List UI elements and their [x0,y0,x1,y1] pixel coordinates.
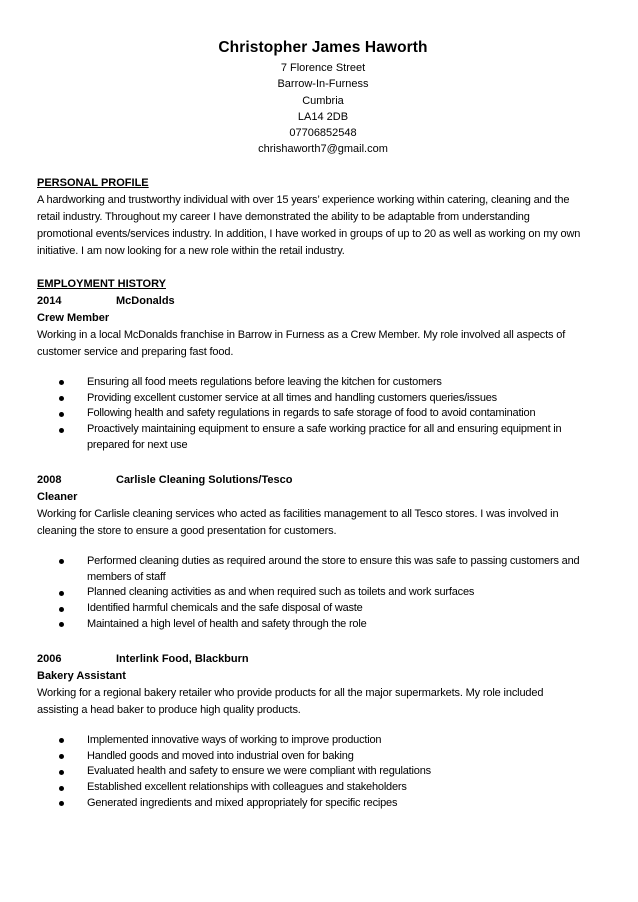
job-duties-list [37,375,609,454]
job-header [37,651,609,668]
bullet-icon [59,396,64,401]
list-item: Handled goods and moved into industrial oven for baking [37,749,609,765]
job-description-line: Working in a local McDonalds franchise in Barrow in Furness as a Crew Member. My role involved all aspects of [37,328,566,341]
postcode: LA14 2DB [297,110,349,123]
job-year: 2006 [37,652,62,665]
job-duties-list [37,554,609,633]
profile-line: initiative. I am now looking for a new role within the retail industry. [37,244,345,257]
bullet-icon [59,412,64,417]
bullet-icon [59,786,64,791]
address-line: 7 Florence Street [280,62,366,74]
phone-number: 07706852548 [289,127,357,140]
job-role: Crew Member [37,311,110,324]
profile-line: A hardworking and trustworthy individual with over 15 years’ experience working within catering, cleaning and the [37,193,570,206]
address-line: Barrow-In-Furness [277,78,369,91]
list-item: Generated ingredients and mixed appropriately for specific recipes [37,796,609,812]
bullet-icon [59,559,64,564]
bullet-icon [59,770,64,775]
list-item-continuation: members of staff [87,570,166,583]
job-role: Bakery Assistant [37,669,126,682]
job-duties-list [37,733,609,812]
bullet-icon [59,607,64,612]
candidate-name: Christopher James Haworth [218,39,428,56]
bullet-icon [59,754,64,759]
list-item: Ensuring all food meets regulations before leaving the kitchen for customers [37,375,609,391]
bullet-icon [59,801,64,806]
list-item: Identified harmful chemicals and the safe disposal of waste [37,601,609,617]
list-item: Planned cleaning activities as and when required such as toilets and work surfaces [37,585,609,601]
list-item: Implemented innovative ways of working to improve production [37,733,609,749]
list-item: Proactively maintaining equipment to ensure a safe working practice for all and ensuring equipment in [37,422,609,438]
list-item: Established excellent relationships with colleagues and stakeholders [37,780,609,796]
bullet-icon [59,591,64,596]
list-item: Performed cleaning duties as required around the store to ensure this was safe to passing customers and [37,554,609,570]
job-header [37,472,609,489]
email-address: chrishaworth7@gmail.com [258,143,388,156]
profile-line: promotional events/services industry. In addition, I have worked in groups of up to 20 as well as working on my own [37,227,581,240]
job-description-line: cleaning the store to ensure a good presentation for customers. [37,524,337,537]
list-item: Following health and safety regulations in regards to safe storage of food to avoid contamination [37,406,609,422]
job-header [37,293,609,310]
profile-line: retail industry. Throughout my career I have demonstrated the ability to be adaptable from understanding [37,210,530,223]
job-employer: McDonalds [116,294,175,307]
job-employer: Interlink Food, Blackburn [116,652,249,665]
job-description-line: Working for a regional bakery retailer who provide products for all the major supermarkets. My role included [37,686,544,699]
job-year: 2014 [37,294,62,307]
bullet-icon [59,622,64,627]
job-description-line: Working for Carlisle cleaning services who acted as facilities management to all Tesco stores. I was involved in [37,507,559,520]
bullet-icon [59,738,64,743]
bullet-icon [59,380,64,385]
personal-profile-heading: PERSONAL PROFILE [37,176,149,189]
bullet-icon [59,428,64,433]
list-item: Maintained a high level of health and safety through the role [37,617,609,633]
job-description-line: customer service and preparing fast food. [37,345,234,358]
address-line: Cumbria [302,94,344,107]
job-employer: Carlisle Cleaning Solutions/Tesco [116,473,293,486]
cv-page [37,38,609,812]
job-description-line: assisting a head baker to produce high quality products. [37,703,301,716]
list-item-continuation: prepared for next use [87,438,188,451]
job-year: 2008 [37,473,62,486]
job-role: Cleaner [37,490,78,503]
cv-header [37,38,609,158]
list-item: Evaluated health and safety to ensure we were compliant with regulations [37,764,609,780]
list-item: Providing excellent customer service at all times and handling customers queries/issues [37,391,609,407]
employment-history-heading: EMPLOYMENT HISTORY [37,277,166,290]
